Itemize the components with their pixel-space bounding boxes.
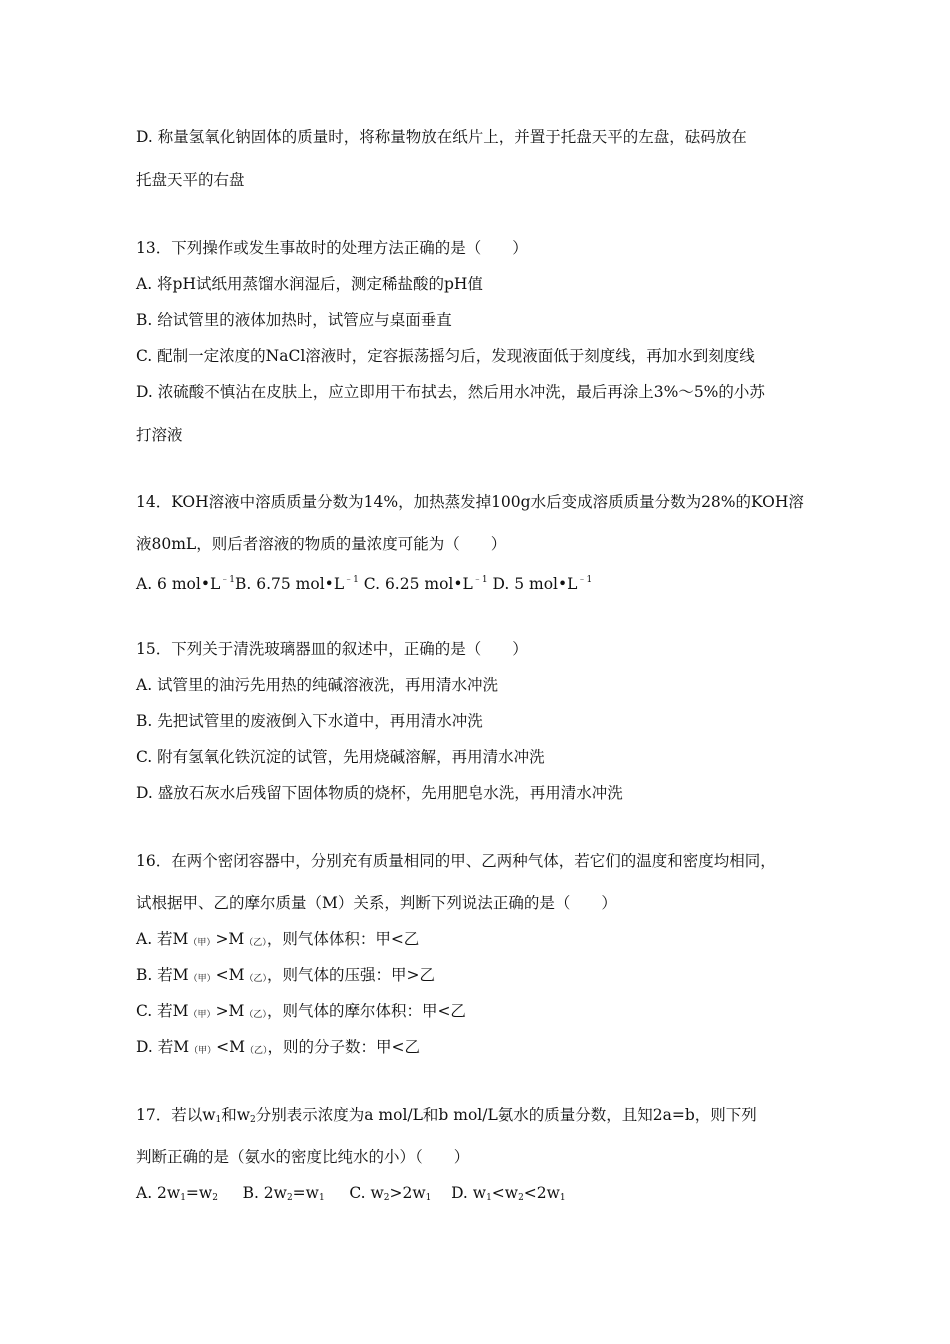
- q13-option-d-line2: 打溶液: [136, 426, 183, 444]
- q16-d-sub-yi: （乙）: [244, 1046, 268, 1056]
- q14-exp-d: ﹣1: [577, 575, 593, 585]
- q15-stem: 15．下列关于清洗玻璃器皿的叙述中，正确的是（ ）: [136, 640, 528, 658]
- q14-exp-c: ﹣1: [472, 575, 488, 585]
- q16-option-c: C. 若M（甲）>M（乙），则气体的摩尔体积：甲<乙: [136, 1002, 466, 1020]
- q16-option-a: A. 若M（甲）>M（乙），则气体体积：甲<乙: [136, 930, 420, 948]
- q14-option-d: D. 5 mol•L: [492, 575, 578, 593]
- q15-option-a: A. 试管里的油污先用热的纯碱溶液洗，再用清水冲洗: [136, 676, 499, 694]
- q16-option-b: B. 若M（甲）<M（乙），则气体的压强：甲>乙: [136, 966, 436, 984]
- q17-options: [136, 1183, 566, 1208]
- q17-option-d: D. $w_1<w_2<2w_1$: [451, 1184, 566, 1203]
- q16-b-sub-yi: （乙）: [244, 974, 268, 984]
- q16-c-sub-jia: （甲）: [188, 1010, 216, 1020]
- q14-options: [136, 570, 592, 594]
- q14-stem-line1: 14．KOH溶液中溶质质量分数为14%，加热蒸发掉100g水后变成溶质质量分数为28%的KOH溶: [136, 493, 804, 511]
- q16-d-sub-jia: （甲）: [189, 1046, 217, 1056]
- q13-option-a: A. 将pH试纸用蒸馏水润湿后，测定稀盐酸的pH值: [136, 275, 483, 293]
- q14-exp-b: ﹣1: [344, 575, 359, 585]
- q12-option-d-line1: D. 称量氢氧化钠固体的质量时，将称量物放在纸片上，并置于托盘天平的左盘，砝码放在: [136, 128, 747, 146]
- q13-option-c: C. 配制一定浓度的NaCl溶液时，定容振荡摇匀后，发现液面低于刻度线，再加水到刻度线: [136, 347, 755, 365]
- q16-c-sub-yi: （乙）: [244, 1010, 267, 1020]
- q14-option-c: C. 6.25 mol•L: [363, 575, 473, 593]
- q16-a-sub-yi: （乙）: [244, 938, 267, 948]
- q15-option-b: B. 先把试管里的废液倒入下水道中，再用清水冲洗: [136, 712, 483, 730]
- q17-stem-line2: 判断正确的是（氨水的密度比纯水的小）（ ）: [136, 1148, 470, 1166]
- q17-stem-line1: 17．若以$w_1$和$w_2$分别表示浓度为a mol/L和b mol/L氨水的质量分数，且知2a=b，则下列: [136, 1106, 757, 1125]
- q13-option-d-line1: D. 浓硫酸不慎沾在皮肤上，应立即用干布拭去，然后用水冲洗，最后再涂上3%～5%的小苏: [136, 383, 765, 401]
- q14-option-a: A. 6 mol•L: [136, 575, 221, 593]
- q16-stem-line2: 试根据甲、乙的摩尔质量（M）关系，判断下列说法正确的是（ ）: [136, 894, 617, 912]
- q12-option-d-line2: 托盘天平的右盘: [136, 171, 245, 189]
- q13-stem: 13．下列操作或发生事故时的处理方法正确的是（ ）: [136, 239, 528, 257]
- q13-option-b: B. 给试管里的液体加热时，试管应与桌面垂直: [136, 311, 452, 329]
- q14-exp-a: ﹣1: [220, 575, 235, 585]
- q14-option-b: B. 6.75 mol•L: [235, 575, 345, 593]
- q16-a-sub-jia: （甲）: [188, 938, 216, 948]
- q17-option-a: A. $2w_1=w_2$: [136, 1184, 218, 1203]
- q17-option-b: B. $2w_2=w_1$: [242, 1184, 325, 1203]
- q15-option-d: D. 盛放石灰水后残留下固体物质的烧杯，先用肥皂水洗，再用清水冲洗: [136, 784, 623, 802]
- q15-option-c: C. 附有氢氧化铁沉淀的试管，先用烧碱溶解，再用清水冲洗: [136, 748, 545, 766]
- q14-stem-line2: 液80mL，则后者溶液的物质的量浓度可能为（ ）: [136, 535, 507, 553]
- q16-option-d: D. 若M（甲）<M（乙），则的分子数：甲<乙: [136, 1038, 420, 1056]
- q16-stem-line1: 16．在两个密闭容器中，分别充有质量相同的甲、乙两种气体，若它们的温度和密度均相同，: [136, 852, 776, 870]
- q16-b-sub-jia: （甲）: [188, 974, 216, 984]
- q17-option-c: C. $w_2>2w_1$: [349, 1184, 432, 1203]
